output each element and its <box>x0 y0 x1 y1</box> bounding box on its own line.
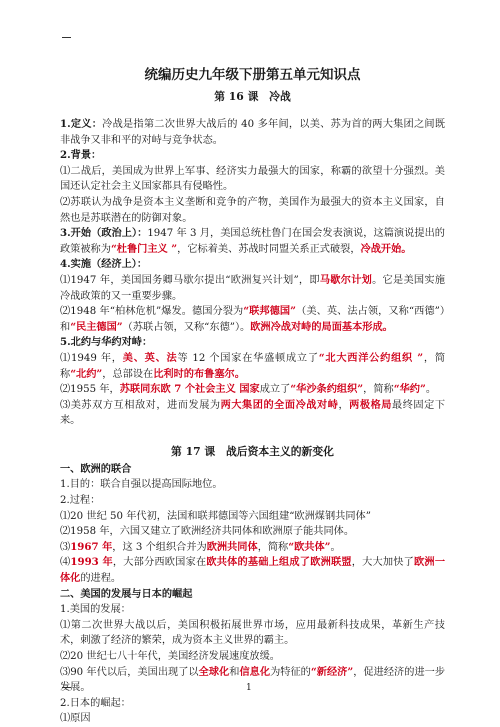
eu3-text-c: ，简称 <box>257 541 289 553</box>
definition-heading: 1.定义： <box>60 118 103 130</box>
n2-text-c: ，简称 <box>363 384 394 396</box>
europe-item-2: ⑵1958 年，六国又建立了欧洲经济共同体和欧洲原子能共同体。 <box>60 526 355 538</box>
us-item-3 <box>60 665 445 696</box>
document-title: 统编历史九年级下册第五单元知识点 <box>144 67 361 83</box>
background-item-2: ⑵苏联认为战争是资本主义垄断和竞争的产物，美国作为最强大的资本主义国家，自然也是苏联潜在的防御对象。 <box>60 196 445 224</box>
cold-war-start: 冷战开始。 <box>360 242 412 255</box>
europe-item-3 <box>60 540 445 556</box>
marshall-plan: 马歇尔计划 <box>319 273 373 286</box>
document-page <box>60 56 445 727</box>
us3-text-c: 为特征的 <box>270 666 311 678</box>
us-japan-heading: 二、美国的发展与日本的崛起 <box>60 587 193 600</box>
n2-text-b: 成立了 <box>259 384 291 396</box>
us-item-2: ⑵20 世纪七八十年代，美国经济发展速度放缓。 <box>60 651 280 662</box>
informatization: 信息化 <box>239 665 271 678</box>
europe-union-heading: 一、欧洲的联合 <box>60 462 132 475</box>
start-heading: 3.开始（政治上）： <box>60 227 148 240</box>
europe-item-1: ⑴20 世纪 50 年代初，法国和联邦德国等六国组建“欧洲煤钢共同体” <box>60 510 371 522</box>
nato-short-name: “北约” <box>70 367 103 380</box>
header-mark <box>62 37 71 38</box>
us-uk-france: 美、英、法 <box>122 351 178 364</box>
european-integration: 欧洲一体化 <box>60 556 446 585</box>
federal-germany: “联邦德国” <box>243 305 297 318</box>
start-paragraph <box>60 226 445 257</box>
eu3-text-b: ，这 3 个组织合并为 <box>112 541 207 553</box>
n1-text-a: ⑴1949 年， <box>60 352 123 364</box>
bipolar-pattern: 两极格局 <box>349 398 393 411</box>
n2-text-d: 。 <box>425 384 436 396</box>
impl2-text-c: （苏联占领，又称“东德”）。 <box>122 321 251 333</box>
definition-text: 冷战是指第二次世界大战后的 40 多年间，以美、苏为首的两大集团之间既非战争又非和平的对峙与竞争状态。 <box>60 119 446 146</box>
nato-item-1 <box>60 351 445 382</box>
japan-item-1: ⑴原因 <box>60 713 91 725</box>
us3-text-a: ⑶90 年代以后，美国出现了以 <box>60 666 199 678</box>
background-heading: 2.背景： <box>60 149 102 162</box>
nato-warsaw-heading: 5.北约与华约对峙： <box>60 336 153 349</box>
impl1-text-a: ⑴1947 年，美国国务卿马歇尔提出“欧洲复兴计划”，即 <box>60 274 320 286</box>
start-text-a: 1947 年 3 月，美国总统杜鲁门在国会发表演说，这篇演说提出的政策被称为 <box>60 228 445 255</box>
ec-short-name: “欧共体” <box>288 540 331 553</box>
us3-text-b: 和 <box>229 666 240 678</box>
eu3-text-d: 。 <box>330 541 341 553</box>
eu4-text-a: ⑷ <box>60 557 71 569</box>
new-economy: “新经济” <box>310 665 354 678</box>
globalization: 全球化 <box>198 665 230 678</box>
europe-standoff: 欧洲冷战对峙的局面基本形成。 <box>250 320 393 333</box>
n1-text-b: 等 12 个国家在华盛顿成立了 <box>177 352 319 364</box>
lesson-16-title: 第 16 课 冷战 <box>214 90 291 103</box>
us-item-1: ⑴第二次世界大战以后，美国积极拓展世界市场，应用最新科技成果，革新生产技术，刺激了经济的繁荣，成为资本主义世界的霸主。 <box>60 619 445 647</box>
implementation-item-1 <box>60 273 445 304</box>
implementation-heading: 4.实施（经济上）： <box>60 258 148 271</box>
us-development-heading: 1.美国的发展： <box>60 604 131 616</box>
start-text-b: ，它标着美、苏战时同盟关系正式破裂， <box>177 243 361 255</box>
year-1993: 1993 年 <box>70 556 113 569</box>
n2-text-a: ⑵1955 年， <box>60 384 120 396</box>
impl2-text-a: ⑵1948 年“柏林危机”爆发。德国分裂为 <box>60 306 244 318</box>
impl2-text-b: （美、英、法占领，又称“西德”）和 <box>60 306 445 333</box>
us3-text-d: ，促进经济的进一步发展。 <box>60 666 446 694</box>
eu3-text-a: ⑶ <box>60 541 71 553</box>
europe-purpose: 1.目的：联合自强以提高国际地位。 <box>60 479 223 491</box>
year-1967: 1967 年 <box>70 540 113 553</box>
n1-text-c: ，简称 <box>60 352 446 380</box>
truman-doctrine: “杜鲁门主义 ” <box>110 242 178 255</box>
european-community: 欧洲共同体 <box>206 540 258 553</box>
eu4-text-c: ，大大加快了 <box>351 557 415 569</box>
impl1-text-b: 。它是美国实施冷战政策的又一重要步骤。 <box>60 274 446 302</box>
japan-rise-heading: 2.日本的崛起： <box>60 697 131 709</box>
warsaw-pact-short-name: “华约” <box>393 383 426 396</box>
europe-process-heading: 2.过程： <box>60 495 101 507</box>
bloc-confrontation: 两大集团的全面冷战对峙 <box>220 398 339 411</box>
nato-headquarters: 比利时的布鲁塞尔。 <box>153 367 245 380</box>
implementation-item-2 <box>60 304 445 335</box>
warsaw-pact-full-name: “华沙条约组织” <box>290 383 364 396</box>
nato-item-3 <box>60 398 445 429</box>
european-union: 欧共体的基础上组成了欧洲联盟 <box>206 556 352 569</box>
democratic-germany: “民主德国” <box>70 320 123 333</box>
definition <box>60 117 445 148</box>
n3-text-b: ， <box>338 399 350 411</box>
n1-text-d: ，总部设在 <box>102 368 154 380</box>
eu4-text-b: ，大部分西欧国家在 <box>112 557 207 569</box>
lesson-17-title: 第 17 课 战后资本主义的新变化 <box>171 444 334 458</box>
soviet-eastern-europe: 苏联同东欧 7 个社会主义 国家 <box>119 383 260 396</box>
n3-text-a: ⑶美苏双方互相敌对，进而发展为 <box>60 399 221 411</box>
n3-text-c: 最终固定下来。 <box>60 399 446 427</box>
europe-item-4 <box>60 555 445 586</box>
eu4-text-d: 的进程。 <box>80 573 122 585</box>
background-item-1: ⑴二战后，美国成为世界上军事、经济实力最强大的国家，称霸的欲望十分强烈。美国还认定社会主义国家都具有侵略性。 <box>60 165 445 193</box>
nato-full-name: “北大西洋公约组织 ” <box>318 351 424 364</box>
nato-item-2 <box>60 382 445 398</box>
page-number: 1 <box>246 683 252 693</box>
